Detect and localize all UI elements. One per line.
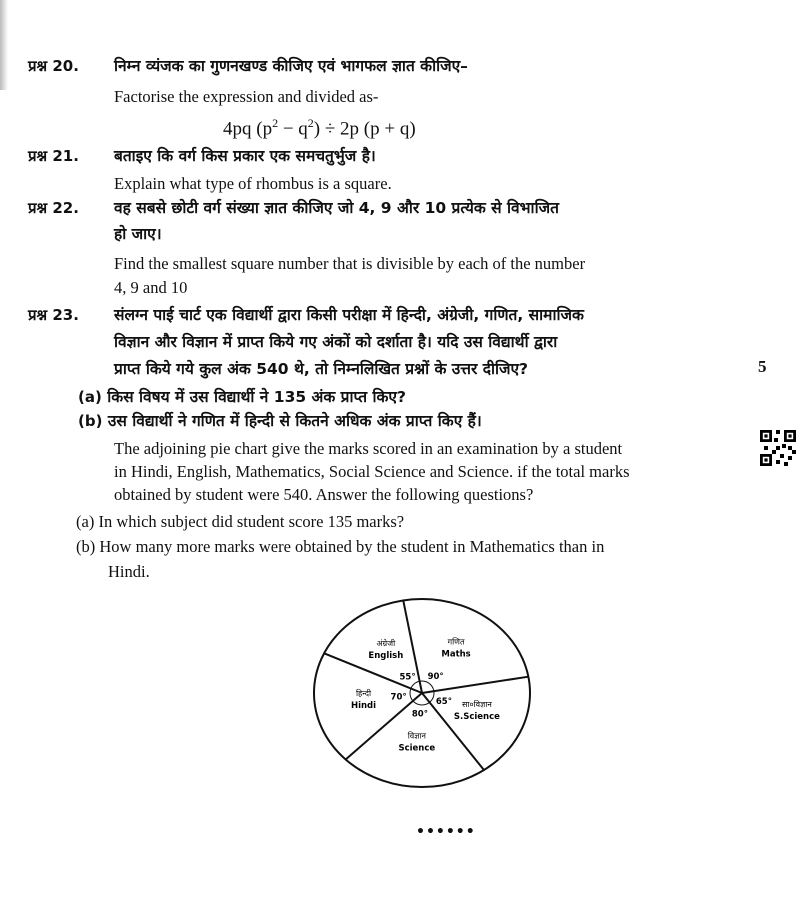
pie-angle-label: 65° (435, 696, 452, 707)
question-text-hindi-line2: हो जाए। (114, 225, 162, 243)
question-text-english: Factorise the expression and divided as- (114, 87, 379, 106)
qr-code-icon (760, 430, 796, 466)
question-text-english-line1: Find the smallest square number that is divisible by each of the number (114, 254, 586, 273)
pie-label-english: Science (398, 743, 436, 754)
pie-label-hindi: सा०विज्ञान (461, 699, 492, 709)
pie-label-hindi: अंग्रेजी (376, 638, 396, 648)
subquestion-hindi-b (78, 409, 482, 433)
footer-dots: •••••• (416, 824, 476, 840)
math-expression: 4pq $(p^2 - q^2) \div 2p$ (p + q) (223, 116, 416, 140)
question-text-hindi-line3: प्राप्त किये गये कुल अंक 540 थे, तो निम्नलिखित प्रश्नों के उत्तर दीजिए? (114, 360, 529, 378)
page-number: 5 (758, 357, 767, 376)
pie-label-hindi: विज्ञान (407, 731, 426, 741)
subquestion-english-b-line2: Hindi. (108, 562, 150, 581)
subquestion-text: उस विद्यार्थी ने गणित में हिन्दी से कितने अधिक अंक प्राप्त किए हैं। (107, 412, 482, 430)
pie-angle-label: 70° (390, 692, 407, 703)
question-text-english: Explain what type of rhombus is a square. (114, 174, 392, 193)
pie-angle-label: 55° (399, 672, 416, 683)
question-text-english-line2: in Hindi, English, Mathematics, Social Science and Science. if the total marks (114, 462, 630, 481)
pie-label-hindi: हिन्दी (355, 688, 372, 698)
subquestion-text: How many more marks were obtained by the student in Mathematics than in (99, 537, 605, 556)
question-text-hindi: निम्न व्यंजक का गुणनखण्ड कीजिए एवं भागफल ज्ञात कीजिए– (114, 57, 468, 75)
question-text-english-line3: obtained by student were 540. Answer the following questions? (114, 485, 534, 504)
subquestion-english-a (76, 511, 404, 533)
question-text-hindi-line1: संलग्न पाई चार्ट एक विद्यार्थी द्वारा किसी परीक्षा में हिन्दी, अंग्रेजी, गणित, सामाजिक (114, 306, 584, 324)
subquestion-text: किस विषय में उस विद्यार्थी ने 135 अंक प्राप्त किए? (107, 388, 406, 406)
pie-label-english: S.Science (453, 711, 500, 722)
pie-label-english: English (368, 650, 404, 661)
pie-angle-label: 90° (427, 672, 444, 683)
subquestion-label: (b) (76, 537, 96, 556)
question-number: प्रश्न 21. (28, 147, 79, 165)
scan-edge-shadow (0, 0, 8, 90)
question-number: प्रश्न 22. (28, 199, 79, 217)
subquestion-label: (a) (78, 388, 102, 406)
question-number: प्रश्न 23. (28, 306, 79, 324)
question-text-hindi-line2: विज्ञान और विज्ञान में प्राप्त किये गए अंकों को दर्शाता है। यदि उस विद्यार्थी द्वारा (114, 333, 558, 351)
pie-chart (302, 591, 542, 791)
question-text-english-line1: The adjoining pie chart give the marks scored in an examination by a student (114, 439, 623, 458)
pie-label-hindi: गणित (447, 637, 465, 647)
pie-label-english: Hindi (350, 700, 377, 711)
question-text-english-line2: 4, 9 and 10 (114, 278, 188, 297)
subquestion-hindi-a (78, 385, 406, 409)
pie-angle-label: 80° (411, 709, 428, 720)
subquestion-label: (a) (76, 512, 95, 531)
question-text-hindi: बताइए कि वर्ग किस प्रकार एक समचतुर्भुज है। (114, 147, 376, 165)
subquestion-english-b (76, 536, 716, 558)
question-number: प्रश्न 20. (28, 57, 79, 75)
subquestion-text: In which subject did student score 135 marks? (98, 512, 405, 531)
pie-label-english: Maths (441, 649, 471, 660)
question-text-hindi-line1: वह सबसे छोटी वर्ग संख्या ज्ञात कीजिए जो 4, 9 और 10 प्रत्येक से विभाजित (114, 199, 559, 217)
subquestion-label: (b) (78, 412, 103, 430)
